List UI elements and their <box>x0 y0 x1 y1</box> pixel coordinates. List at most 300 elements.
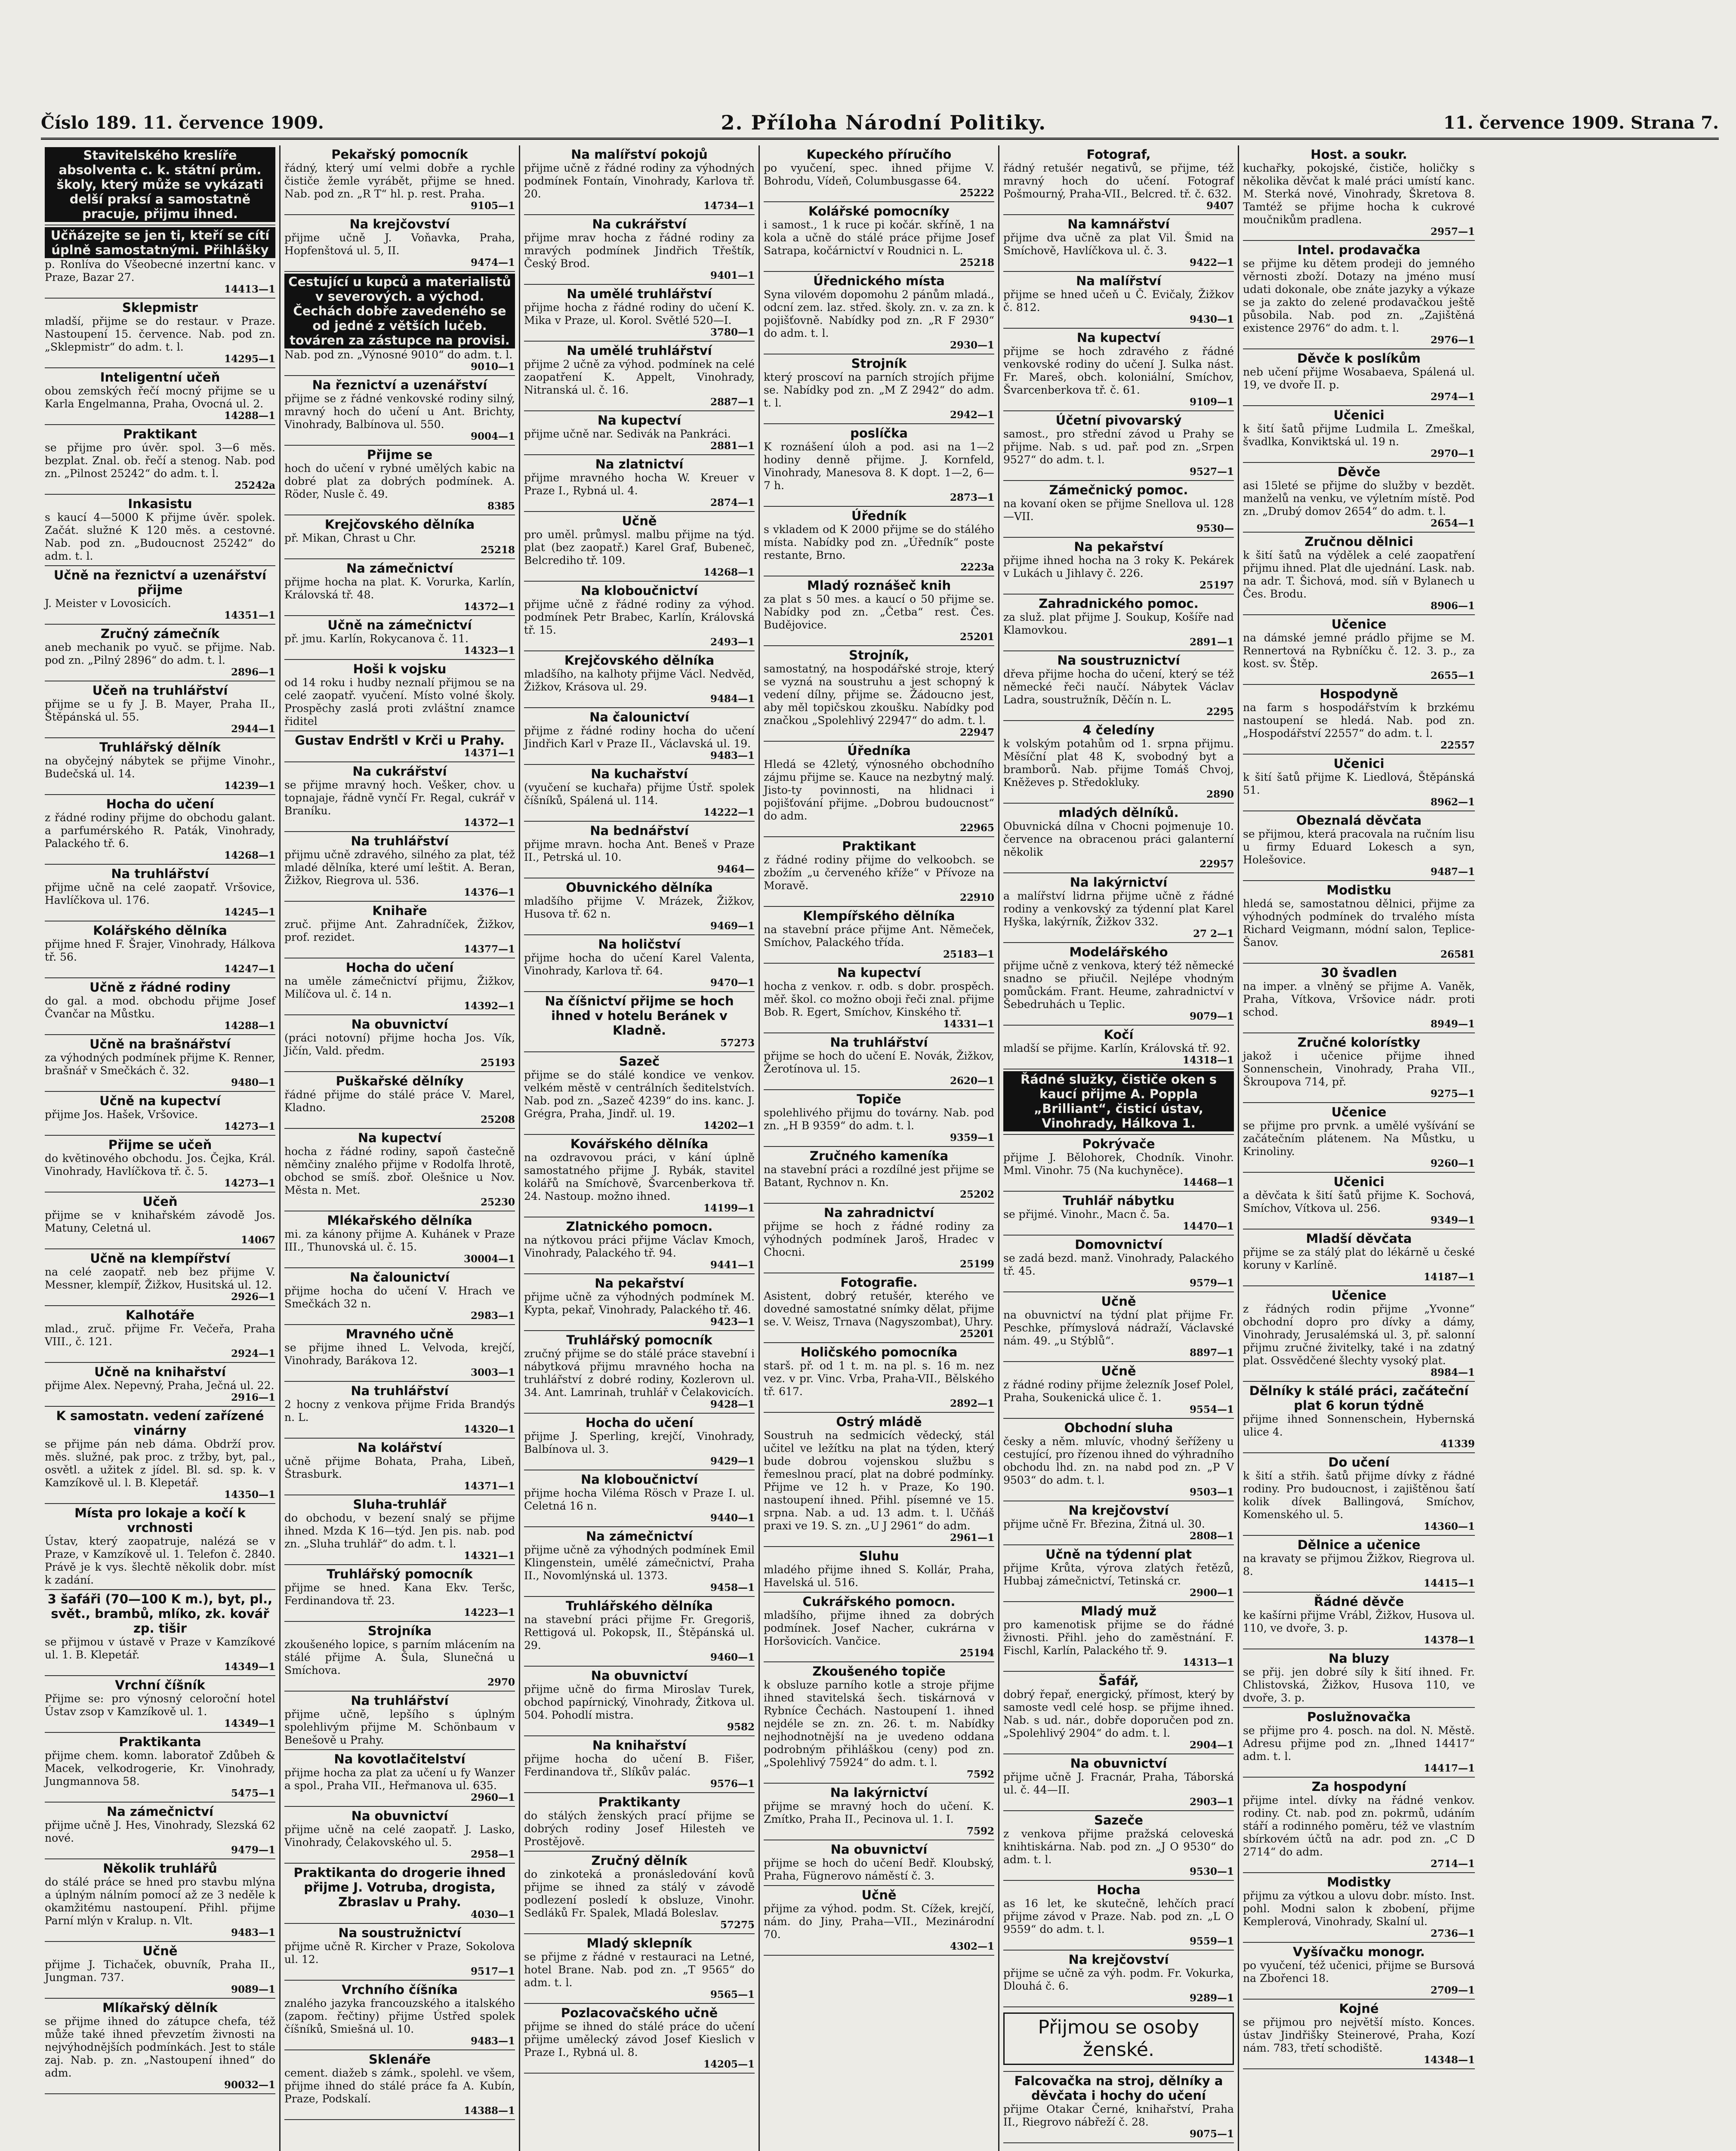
ad-body: pro uměl. průmysl. malbu přijme na týd. plat (bez zaopatř.) Karel Graf, Bubeneč, Belcrediho tř. 109. <box>524 528 755 567</box>
ad-code: 25202 <box>959 1189 994 1200</box>
ad-code: 14371—1 <box>463 747 515 759</box>
ad-title: Mladší děvčata <box>1306 1231 1412 1246</box>
ad-code: 14187—1 <box>1423 1271 1475 1283</box>
ad-code: 14388—1 <box>463 2105 515 2117</box>
ad-body: na farm s hospodářstvím k brzkému nastoupení se hledá. Nab. pod zn. „Hospodářství 22557“ do adm. t. l. <box>1243 701 1475 740</box>
classified-ad <box>284 902 515 958</box>
ad-code: 8385 <box>487 500 515 512</box>
classified-ad <box>45 865 275 921</box>
ad-body: jakož i učenice přijme ihned Sonnenschein, Vinohrady, Praha VII., Škroupova 714, př. <box>1243 1050 1475 1088</box>
classified-ad <box>284 559 515 616</box>
ad-title: 30 švadlen <box>1320 965 1397 980</box>
ad-body: a děvčata k šití šatů přijme K. Sochová, Smíchov, Vítkova ul. 256. <box>1243 1189 1475 1214</box>
classified-ad <box>1243 349 1475 406</box>
classified-ad <box>284 1692 515 1750</box>
ad-body: přijme učně R. Kircher v Praze, Sokolova ul. 12. <box>284 1940 515 1966</box>
ad-body: přijme učně za výhodných podmínek M. Kypta, pekař, Vinohrady, Palackého tř. 46. <box>524 1291 755 1316</box>
classified-ad <box>764 1273 994 1343</box>
ad-title: Na lakýrnictví <box>1070 875 1168 890</box>
ad-title: Na lakýrnictví <box>830 1785 928 1800</box>
classified-ad <box>45 921 275 978</box>
ad-body: přijme se učně za výh. podm. Fr. Vokurka, Dlouhá č. 6. <box>1003 1967 1234 1992</box>
ad-body: přijme intel. dívky na řádné venkov. rodiny. Ct. nab. pod zn. pokrmů, udáním stáří a rodinného poměru, též ve vlastním sbírkovém účtů na adr. pod zn. „C D 2714“ do adm. <box>1243 1794 1475 1858</box>
ad-body: přijme za výhod. podm. St. Cížek, krejčí, nám. do Jiny, Praha—VII., Mezinárodní 70. <box>764 1902 994 1941</box>
classified-ad <box>524 1470 755 1527</box>
ad-body: přijme hocha za plat za učení u fy Wanzer a spol., Praha VII., Heřmanova ul. 635. <box>284 1766 515 1792</box>
classified-ad <box>764 1886 994 1956</box>
classified-ad <box>1243 1453 1475 1536</box>
ad-title: Mlíkařský dělník <box>102 2000 218 2015</box>
ad-body: na obuvnictví na týdní plat přijme Fr. Peschke, přímyslová nádraží, Václavské nám. 49. „u Stýblů“. <box>1003 1309 1234 1347</box>
classified-ad <box>45 625 275 681</box>
ad-code: 9440—1 <box>710 1512 755 1524</box>
ad-title: Na truhlářství <box>351 1384 449 1398</box>
ad-body: od 14 roku i hudby neznalí přijmou se na celé zaopatř. vyučení. Místo volné školy. Prospěchy zaslá proti zvláštní znamce řiditel <box>284 676 515 727</box>
classified-ad <box>524 935 755 992</box>
ad-title: Truhlář nábytku <box>1063 1193 1175 1208</box>
classified-ad <box>764 837 994 907</box>
classified-ad <box>1243 685 1475 755</box>
ad-body: přijme se hned učeň u Č. Evičaly, Žižkov č. 812. <box>1003 288 1234 314</box>
ad-title: Cestující u kupců a materialistů v severových. a východ. Čechách dobře zavedeného se od jedné z větších lučeb. továren za zástupce na provisi. <box>284 274 515 348</box>
ad-code: 26581 <box>1440 949 1475 960</box>
ad-title: Na kupectví <box>597 413 681 428</box>
ad-title: Pokrývače <box>1082 1137 1155 1151</box>
ad-code: 2983—1 <box>470 1310 515 1322</box>
ad-title: Pekařský pomocník <box>331 147 468 162</box>
ad-code: 14199—1 <box>703 1202 755 1214</box>
ad-code: 9460—1 <box>710 1652 755 1663</box>
ad-title: Učně <box>1101 1364 1136 1378</box>
ad-body: na stavební práci přijme Fr. Gregoriš, Rettigová ul. Pokopsk, II., Štěpánská ul. 29. <box>524 1613 755 1652</box>
classified-ad <box>45 1859 275 1942</box>
ad-body: přijme učně J. Hes, Vinohrady, Slezská 62 nové. <box>45 1819 275 1844</box>
classified-ad <box>524 215 755 285</box>
ad-title: Zahradnického pomoc. <box>1039 596 1199 611</box>
ad-code: 57273 <box>720 1037 755 1049</box>
classified-ad <box>1003 1602 1234 1672</box>
ad-title: Několik truhlářů <box>103 1861 217 1876</box>
ad-column <box>281 145 520 2151</box>
ad-title: Zručný zámečník <box>100 626 220 641</box>
ad-code: 2926—1 <box>231 1291 275 1303</box>
classified-ad <box>1003 1192 1234 1236</box>
newspaper-page <box>41 108 1719 2151</box>
classified-ad <box>1243 1593 1475 1649</box>
ad-title: Kolářského dělníka <box>93 923 227 938</box>
ad-code: 2960—1 <box>470 1792 515 1803</box>
classified-ad <box>524 992 755 1052</box>
ad-code: 25242a <box>234 480 275 491</box>
ad-title: Učně na knihařství <box>94 1365 226 1379</box>
classified-ad <box>45 1942 275 1999</box>
classified-ad <box>45 299 275 368</box>
ad-body: s kaucí 4—5000 K přijme úvěr. spolek. Začát. služné K 120 měs. a cestovné. Nab. pod zn. „Budoucnost 25242“ do adm. t. l. <box>45 511 275 562</box>
ad-title: Na obuvnictví <box>830 1842 928 1857</box>
ad-title: Ostrý mládě <box>836 1414 922 1429</box>
classified-ad <box>524 1331 755 1414</box>
ad-title: poslíčka <box>850 426 908 441</box>
classified-ad <box>1003 1881 1234 1951</box>
ad-title: K samostatn. vedení zařízené vinárny <box>56 1408 264 1438</box>
ad-title: Za hospodyní <box>1311 1779 1406 1794</box>
ad-code: 9483—1 <box>231 1927 275 1938</box>
ad-code: 25194 <box>959 1647 994 1659</box>
classified-ad <box>284 731 515 762</box>
classified-ad <box>524 822 755 878</box>
ad-code: 9582 <box>727 1721 755 1733</box>
classified-ad <box>524 1597 755 1667</box>
ad-body: i samost., 1 k ruce pi kočár. skříně, 1 na kola a učně do stálé práce přijme Josef Satrapa, kočárnictví v Roudnici n. L. <box>764 219 994 257</box>
ad-body: Hledá se 42letý, výnosného obchodního zájmu přijme se. Kauce na nezbytný malý. Jisto-ty povinnosti, na hlidnaci i pojišťování přijme. „Dobrou budoucnost“ do adm. <box>764 758 994 822</box>
ad-code: 2944—1 <box>231 723 275 735</box>
classified-ad <box>764 742 994 837</box>
ad-code: 3003—1 <box>470 1367 515 1378</box>
classified-ad <box>1243 881 1475 964</box>
ad-code: 14350—1 <box>224 1489 275 1501</box>
ad-title: Na bluzy <box>1328 1651 1390 1666</box>
ad-code: 2924—1 <box>231 1348 275 1359</box>
classified-ad <box>45 738 275 795</box>
ad-code: 2808—1 <box>1189 1530 1234 1542</box>
ad-body: řádný retušér negativů, se přijme, též mravný hoch do učení. Fotograf Pošmourný, Praha-VII., Belcred. tř. č. 632. <box>1003 162 1234 200</box>
classified-ad <box>45 681 275 738</box>
classified-ad <box>524 708 755 765</box>
ad-body: Nab. pod zn. „Výnosné 9010“ do adm. t. l. <box>284 348 513 361</box>
classified-ad <box>524 512 755 582</box>
ad-code: 22910 <box>959 892 994 903</box>
ad-title: 4 čeledíny <box>1082 723 1155 737</box>
ad-code: 14376—1 <box>463 887 515 898</box>
ad-code: 2970—1 <box>1430 448 1475 459</box>
classified-ad <box>524 2004 755 2074</box>
ad-title: Učeň na truhlářství <box>92 683 228 698</box>
ad-title: Poslužnovačka <box>1307 1710 1411 1724</box>
ad-code: 14323—1 <box>463 645 515 656</box>
ad-code: 14417—1 <box>1423 1763 1475 1774</box>
ad-body: přijme se hned. Kana Ekv. Teršc, Ferdinandova tř. 23. <box>284 1581 515 1607</box>
ad-body: 2 hocny z venkova přijme Frida Brandýs n. L. <box>284 1398 515 1424</box>
ad-code: 9105—1 <box>470 200 515 212</box>
ad-body: přijme se hoch zdravého z řádné venkovské rodiny do učení J. Sulka nást. Fr. Mareš, obch. koloniální, Smíchov, Švarcenberkova tř. č. 61. <box>1003 345 1234 396</box>
ad-code: 22947 <box>959 727 994 738</box>
ad-title: Host. a soukr. <box>1310 147 1407 162</box>
classified-ad <box>284 1864 515 1924</box>
classified-ad <box>524 1934 755 2004</box>
classified-ad <box>45 225 275 299</box>
ad-body: do květinového obchodu. Jos. Čejka, Král. Vinohrady, Havlíčkova tř. č. 5. <box>45 1152 275 1177</box>
ad-title: Učně <box>622 514 657 528</box>
classified-ad <box>764 202 994 272</box>
ad-body: do obchodu, v bezení snalý se přijme ihned. Mzda K 16—týd. Jen pis. nab. pod zn. „Sluha truhlář“ do adm. t. l. <box>284 1512 515 1550</box>
ad-title: Učenice <box>1331 1105 1387 1119</box>
ad-code: 9004—1 <box>470 431 515 442</box>
classified-ad <box>284 215 515 272</box>
ad-body: na uměle zámečnictví přijmu, Žižkov, Milíčova ul. č. 14 n. <box>284 975 515 1000</box>
ad-body: K roznášení úloh a pod. asi na 1—2 hodiny denně přijme. J. Kornfeld, Vinohrady, Manesova 8. K dopt. 1—2, 6—7 h. <box>764 441 994 492</box>
ad-body: přijme Jos. Hašek, Vršovice. <box>45 1108 198 1121</box>
ad-code: 2620—1 <box>950 1075 994 1087</box>
ad-title: Učenici <box>1333 408 1384 422</box>
ad-code: 9483—1 <box>470 2035 515 2047</box>
classified-ad <box>764 354 994 424</box>
ad-code: 9483—1 <box>710 750 755 761</box>
classified-ad <box>524 1414 755 1470</box>
ad-code: 9010—1 <box>470 361 515 373</box>
classified-ad <box>524 285 755 342</box>
ad-code: 9480—1 <box>231 1077 275 1088</box>
ad-title: Modistku <box>1326 883 1391 897</box>
ad-body: přijme J. Sperling, krejčí, Vinohrady, Balbínova ul. 3. <box>524 1430 755 1455</box>
ad-code: 9503—1 <box>1189 1486 1234 1498</box>
ad-title: Řádné služky, čističe oken s kaucí přijme A. Poppla „Brilliant“, čisticí ústav, Vinohrady, Hálkova 1. <box>1003 1071 1234 1131</box>
ad-title: Pozlacovačského učně <box>561 2006 718 2020</box>
classified-ad <box>764 1547 994 1593</box>
ad-body: za výhodných podmínek přijme K. Renner, brašnář v Smečkách č. 32. <box>45 1051 275 1077</box>
classified-ad <box>764 1147 994 1204</box>
ad-code: 25201 <box>959 631 994 643</box>
ad-title: Kalhotáře <box>126 1308 194 1322</box>
ad-title: Zručnou dělnici <box>1304 534 1413 549</box>
ad-body: přijme se ihned do stálé práce do učení přijme umělecký závod Josef Kieslich v Praze I., Rybná ul. 8. <box>524 2020 755 2059</box>
classified-ad <box>1243 1708 1475 1778</box>
ad-code: 14268—1 <box>224 850 275 861</box>
ad-title: Intel. prodavačka <box>1297 243 1421 257</box>
classified-ad <box>284 1072 515 1129</box>
ad-title: Zkoušeného topiče <box>812 1664 946 1679</box>
ad-body: k šití šatů přijme K. Liedlová, Štěpánská 51. <box>1243 771 1475 796</box>
ad-body: mladšího, přijme ihned za dobrých podmínek. Josef Nacher, cukrárna v Horšovicích. Vančice. <box>764 1609 994 1647</box>
ad-title: Na kamnářství <box>1067 217 1170 231</box>
classified-ad <box>284 1807 515 1864</box>
ad-code: 2887—1 <box>710 396 755 408</box>
classified-ad <box>284 272 515 376</box>
ad-title: Na obuvnictví <box>351 1017 448 1032</box>
classified-ad <box>45 495 275 566</box>
ad-body: přijme chem. komn. laboratoř Zdůbeh & Macek, velkodrogerie, Kr. Vinohrady, Jungmannova 58. <box>45 1749 275 1787</box>
ad-title: Na truhlářství <box>351 1693 449 1708</box>
classified-ad <box>524 1527 755 1597</box>
classified-ad <box>764 1343 994 1413</box>
ad-body: k šití šatů přijme Ludmila L. Zmeškal, švadlka, Konviktská ul. 19 n. <box>1243 422 1475 448</box>
classified-ad <box>764 1840 994 1886</box>
ad-title: Učně z řádné rodiny <box>89 980 231 995</box>
classified-ad <box>1243 755 1475 811</box>
ad-title: Kupeckého příručího <box>806 147 952 162</box>
ad-body: mladého přijme ihned S. Kollár, Praha, Havelská ul. 516. <box>764 1563 994 1589</box>
classified-ad <box>1243 1103 1475 1173</box>
ad-title: Mravného učně <box>345 1327 454 1341</box>
ad-body: přijme učně J. Voňavka, Praha, Hopfenštová ul. 5, II. <box>284 231 515 257</box>
ad-code: 25218 <box>480 544 515 556</box>
ad-title: Topiče <box>857 1092 901 1106</box>
classified-ad <box>284 660 515 731</box>
ad-body: přijme učně nar. Sedivák na Pankráci. <box>524 428 731 440</box>
classified-ad <box>1003 1754 1234 1811</box>
ad-body: přijme J. Bělohorek, Chodník. Vinohr. Mml. Vinohr. 75 (Na kuchyněce). <box>1003 1151 1234 1177</box>
classified-ad <box>524 1793 755 1852</box>
classified-ad <box>524 878 755 935</box>
ad-code: 4030—1 <box>470 1909 515 1920</box>
ad-code: 27 2—1 <box>1193 928 1234 940</box>
ad-code: 2714—1 <box>1430 1858 1475 1870</box>
classified-ad <box>764 272 994 354</box>
classified-ad <box>764 1593 994 1662</box>
classified-ad <box>764 424 994 507</box>
ad-body: přijme se z řádné venkovské rodiny silný, mravný hoch do učení u Ant. Brichty, Vinohrady, Balbínova ul. 550. <box>284 392 515 431</box>
classified-ad <box>45 1407 275 1504</box>
ad-title: Učně na kupectví <box>99 1094 221 1108</box>
classified-ad <box>1243 1536 1475 1593</box>
classified-ad <box>524 765 755 822</box>
ad-title: Klempířského dělníka <box>803 909 955 923</box>
ad-title: Cukrářského pomocn. <box>802 1594 956 1609</box>
ad-code: 14288—1 <box>224 1020 275 1032</box>
ad-body: se přijme ihned L. Velvoda, krejčí, Vinohrady, Barákova 12. <box>284 1341 515 1367</box>
ad-title: Hocha <box>1097 1883 1141 1897</box>
ad-title: Truhlářský pomocník <box>566 1333 712 1347</box>
ad-body: přijme učně z venkova, který též německé snadno se přiučil. Nejlépe vhodným pomůckám. Frant. Heume, zahradnictví v Šebedruhách u Teplic. <box>1003 959 1234 1011</box>
ad-code: 2957—1 <box>1430 226 1475 237</box>
classified-ad <box>1003 651 1234 721</box>
ad-body: na kovaní oken se přijme Snellova ul. 128—VII. <box>1003 497 1234 523</box>
ad-code: 14273—1 <box>224 1121 275 1132</box>
ad-body: př. jmu. Karlín, Rokycanova č. 11. <box>284 632 469 645</box>
classified-ad <box>45 1193 275 1249</box>
ad-title: Dělníky k stálé práci, začáteční plat 6 korun týdně <box>1249 1384 1469 1413</box>
classified-ad <box>1003 2072 1234 2143</box>
classified-ad <box>45 566 275 625</box>
ad-code: 2654—1 <box>1430 518 1475 529</box>
ad-code: 14349—1 <box>224 1718 275 1729</box>
classified-ad <box>1243 811 1475 881</box>
classified-ad <box>764 1784 994 1840</box>
ad-body: z venkova přijme pražská celoveská knihtiskárna. Nab. pod zn. „J O 9530“ do adm. t. l. <box>1003 1827 1234 1866</box>
ad-title: Hocha do učení <box>106 797 214 811</box>
classified-ad <box>1003 943 1234 1026</box>
classified-ad <box>284 1325 515 1382</box>
ad-code: 9487—1 <box>1430 866 1475 878</box>
ad-code: 25222 <box>959 187 994 199</box>
ad-body: za služ. plat přijme J. Soukup, Košíře nad Klamovkou. <box>1003 611 1234 636</box>
classified-ad <box>284 1382 515 1439</box>
classified-ad <box>524 145 755 215</box>
ad-code: 9423—1 <box>710 1316 755 1328</box>
ad-body: aneb mechanik po vyuč. se přijme. Nab. pod zn. „Pilný 2896“ do adm. t. l. <box>45 641 275 666</box>
classified-ad <box>284 762 515 832</box>
ad-title: Na malířství <box>1076 274 1161 288</box>
ad-code: 14288—1 <box>224 410 275 422</box>
ad-code: 9458—1 <box>710 1582 755 1593</box>
ad-title: Na zámečnictví <box>586 1529 693 1544</box>
ad-title: Učně na zámečnictví <box>327 618 472 632</box>
classified-ad <box>284 1622 515 1692</box>
ad-title: Knihaře <box>372 903 427 918</box>
classified-ad <box>1243 615 1475 685</box>
classified-ad <box>764 507 994 576</box>
ad-code: 14239—1 <box>224 780 275 792</box>
ad-body: přijmu za výtkou a ulovu dobr. místo. Inst. pohl. Modni salon k zbobení, přijme Kemplerová, Vinohrady, Skalní ul. <box>1243 1889 1475 1928</box>
classified-ad <box>524 1667 755 1736</box>
ad-code: 2493—1 <box>710 636 755 648</box>
ad-body: přijme učně na celé zaopatř. J. Lasko, Vinohrady, Čelakovského ul. 5. <box>284 1823 515 1849</box>
ad-title: Praktikanta do drogerie ihned přijme J. Votruba, drogista, Zbraslav u Prahy. <box>293 1865 506 1909</box>
ad-code: 30004—1 <box>463 1253 515 1265</box>
ad-code: 2295 <box>1206 706 1234 718</box>
ad-body: k volským potahům od 1. srpna přijmu. Měsíční plat 48 K, svobodný byt a bramborů. Nab. přijme Tomáš Chvoj, Kněževes p. Středokluky. <box>1003 737 1234 789</box>
ad-title: Na kovotlačitelství <box>334 1752 466 1766</box>
ad-body: se přijme pro úvěr. spol. 3—6 měs. bezplat. Znal. ob. řečí a stenog. Nab. pod zn. „Pilnost 25242“ do adm. t. l. <box>45 441 275 480</box>
ad-body: Obuvnická dílna v Chocni pojmenuje 10. července na obracenou práci galanterní několik <box>1003 820 1234 858</box>
ad-body: se přijmou, která pracovala na ručním lisu u firmy Eduard Lokesch a syn, Holešovice. <box>1243 828 1475 866</box>
classified-ad <box>1243 1230 1475 1286</box>
classified-ad <box>45 1999 275 2094</box>
ad-code: 9401—1 <box>710 270 755 281</box>
ad-code: 2896—1 <box>231 666 275 678</box>
classified-ad <box>1003 411 1234 481</box>
ad-body: na stavební práce přijme Ant. Němeček, Smíchov, Palackého třída. <box>764 923 994 949</box>
ad-code: 14378—1 <box>1423 1634 1475 1646</box>
ad-body: řádný, který umí velmi dobře a rychle čističe žemle vyrábět, přijme se hned. Nab. pod zn. „R T“ hl. p. rest. Praha. <box>284 162 515 200</box>
ad-title: Sklepmistr <box>122 300 198 315</box>
ad-code: 9428—1 <box>710 1399 755 1410</box>
ad-code: 2874—1 <box>710 497 755 508</box>
classified-ad <box>1003 1811 1234 1881</box>
classified-ad <box>1003 804 1234 873</box>
ad-title: Hospodyně <box>1320 687 1398 701</box>
ad-body: se přijme ku dětem prodeji do jemného věrnosti zboží. Dotazy na jméno musí udati dokonale, obe znáte jazyky a výkaze se ja zakto do zelené prodavačkou ještě působila. Nab. pod zn. „Zajištěná existence 2976“ do adm. t. l. <box>1243 257 1475 334</box>
ad-code: 2961—1 <box>950 1532 994 1544</box>
ad-title: Praktikant <box>842 839 916 854</box>
ad-body: dřeva přijme hocha do učení, který se též německé řeči naučí. Nábytek Václav Ladra, soustružník, Děčín n. L. <box>1003 668 1234 706</box>
ad-code: 9289—1 <box>1189 1992 1234 2004</box>
ad-code: 2881—1 <box>710 440 755 452</box>
classified-ad <box>1003 595 1234 651</box>
ad-code: 2890 <box>1206 789 1234 800</box>
ad-title: Učně na řeznictví a uzenářství přijme <box>53 568 267 597</box>
classified-ad <box>1243 1778 1475 1873</box>
ad-title: Na soustružnictví <box>338 1926 461 1940</box>
ad-title: Inteligentní učeň <box>100 370 220 385</box>
ad-code: 14273—1 <box>224 1177 275 1189</box>
classified-ad <box>45 978 275 1035</box>
classified-ad <box>1003 1069 1234 1135</box>
ad-body: a malířství lidrna přijme učně z řádné rodiny a venkovský za týdenní plat Karel Hyška, lakýrník, Žižkov 332. <box>1003 890 1234 928</box>
classified-ad <box>45 1363 275 1407</box>
ad-code: 14413—1 <box>224 284 275 295</box>
ad-body: přijme ihned hocha na 3 roky K. Pekárek v Lukách u Jihlavy č. 226. <box>1003 554 1234 579</box>
ad-column <box>41 145 281 2151</box>
ad-title: Učeň <box>142 1194 178 1209</box>
ad-code: 22957 <box>1199 858 1234 870</box>
ad-title: Falcovačka na stroj, dělníky a děvčata i hochy do učení <box>1014 2074 1223 2103</box>
ad-body: zkoušeného lopice, s parním mlácením na stálé přijme A. Šula, Slunečná u Smíchova. <box>284 1638 515 1676</box>
ad-title: Učně <box>861 1888 897 1902</box>
ad-body: se přijmou pro největší místo. Konces. ústav Jindřišky Steinerové, Praha, Kozí nám. 783, třetí schodiště. <box>1243 2016 1475 2054</box>
classified-ad <box>45 1676 275 1733</box>
ad-title: Děvče <box>1337 465 1381 479</box>
ad-body: se přijme pro prvnk. a umělé vyšívání se začátečním plátenem. Na Můstku, u Krinoliny. <box>1243 1119 1475 1158</box>
classified-ad <box>1003 721 1234 804</box>
ad-code: 9359—1 <box>950 1132 994 1143</box>
classified-ad <box>764 1090 994 1147</box>
classified-ad <box>764 1204 994 1273</box>
ad-body: dobrý řepař, energický, přímost, který by samoste vedl celé hosp. se přijme ihned. Nab. s ud. nár., dobře doporučen pod zn. „Spolehlivý 2904“ do adm. t. l. <box>1003 1688 1234 1739</box>
ad-code: 2892—1 <box>950 1398 994 1409</box>
ad-title: Praktikanta <box>119 1735 201 1749</box>
ad-code: 14470—1 <box>1182 1220 1234 1232</box>
ad-body: hoch do učení v rybné umělých kabic na dobré plat za dobrých podmínek. A. Röder, Nusle č. 49. <box>284 462 515 500</box>
